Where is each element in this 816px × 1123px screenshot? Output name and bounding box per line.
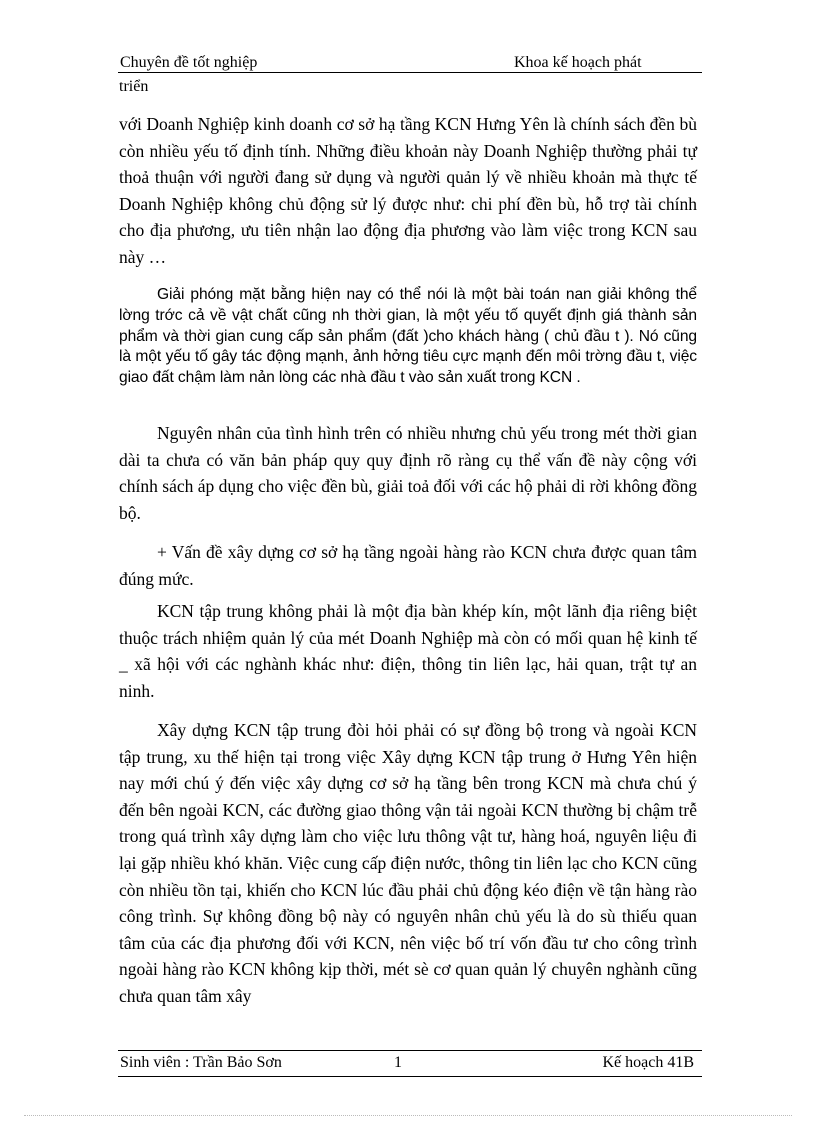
paragraph-text: với Doanh Nghiệp kinh doanh cơ sở hạ tầng KCN Hưng Yên là chính sách đền bù còn nhiều yếu tố định tính. Những điều khoản này Doanh Nghiệp thường phải tự thoả thuận với người đang sử dụng và người quản lý về nhiều khoản mà thực tế Doanh Nghiệp không chủ động sử lý được như: chi phí đền bù, hỗ trợ tài chính cho địa phương, ưu tiên nhận lao động địa phương vào làm việc trong KCN sau này …: [119, 114, 697, 267]
paragraph-text: Giải phóng mặt bằng hiện nay có thể nói là một bài toán nan giải không thể lờng trớc cả về vật chất cũng nh thời gian, là một yếu tố quyết định giá thành sản phẩm và thời gian cung cấp sản phẩm (đất )cho khách hàng ( chủ đầu t ). Nó cũng là một yếu tố gây tác động mạnh, ảnh hởng tiêu cực mạnh đến môi trờng đầu t, việc giao đất chậm làm nản lòng các nhà đầu t vào sản xuất trong KCN .: [119, 286, 697, 387]
page-header: [118, 53, 702, 73]
paragraph-text: KCN tập trung không phải là một địa bàn khép kín, một lãnh địa riêng biệt thuộc trách nhiệm quản lý của mét Doanh Nghiệp mà còn có mối quan hệ kinh tế _ xã hội với các nghành khác như: điện, thông tin liên lạc, hải quan, trật tự an ninh.: [119, 601, 697, 701]
header-faculty-continuation: triển: [119, 78, 149, 95]
footer-class: Kế hoạch 41B: [602, 1054, 694, 1071]
body-paragraph-5: [119, 598, 697, 704]
page-edge-dotted-line: [24, 1115, 792, 1116]
footer-bottom-rule: [118, 1076, 702, 1077]
header-document-type: Chuyên đề tốt nghiệp: [120, 54, 258, 71]
footer-student-name: Sinh viên : Trần Bảo Sơn: [120, 1054, 282, 1071]
body-paragraph-3: [119, 420, 697, 526]
body-paragraph-6: [119, 717, 697, 1010]
paragraph-text: + Vấn đề xây dựng cơ sở hạ tầng ngoài hàng rào KCN chưa được quan tâm đúng mức.: [119, 542, 697, 589]
body-paragraph-4: [119, 539, 697, 592]
page-footer: [118, 1050, 702, 1073]
footer-page-number: 1: [394, 1054, 402, 1071]
body-paragraph-2: [119, 285, 697, 389]
body-paragraph-1: [119, 111, 697, 271]
paragraph-text: Nguyên nhân của tình hình trên có nhiều nhưng chủ yếu trong mét thời gian dài ta chưa có văn bản pháp quy quy định rõ ràng cụ thể vấn đề này cộng với chính sách áp dụng cho việc đền bù, giải toả đối với các hộ phải di rời không đồng bộ.: [119, 423, 697, 523]
header-faculty: Khoa kế hoạch phát: [514, 54, 642, 71]
paragraph-text: Xây dựng KCN tập trung đòi hỏi phải có sự đồng bộ trong và ngoài KCN tập trung, xu thế hiện tại trong việc Xây dựng KCN tập trung ở Hưng Yên hiện nay mới chú ý đến việc xây dựng cơ sở hạ tầng bên trong KCN mà chưa chú ý đến bên ngoài KCN, các đường giao thông vận tải ngoài KCN thường bị chậm trễ trong quá trình xây dựng làm cho việc lưu thông vật tư, hàng hoá, nguyên liệu đi lại gặp nhiều khó khăn. Việc cung cấp điện nước, thông tin liên lạc cho KCN cũng còn nhiều tồn tại, khiến cho KCN lúc đầu phải chủ động kéo điện về tận hàng rào công trình. Sự không đồng bộ này có nguyên nhân chủ yếu là do sù thiếu quan tâm của các địa phương đối với KCN, nên việc bố trí vốn đầu tư cho công trình ngoài hàng rào KCN không kịp thời, mét sè cơ quan quản lý chuyên nghành cũng chưa quan tâm xây: [119, 720, 697, 1006]
